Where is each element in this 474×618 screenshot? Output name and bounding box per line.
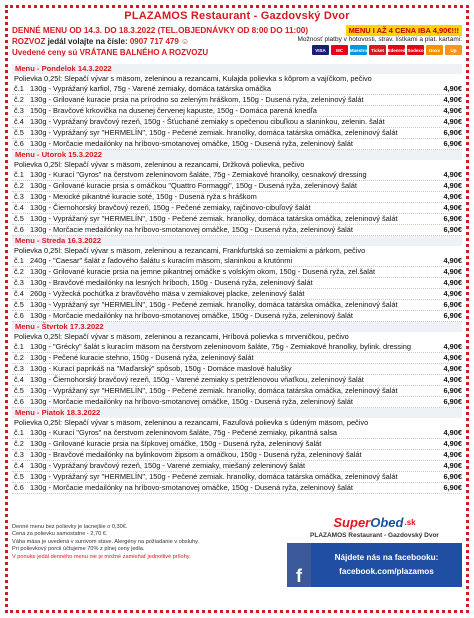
menu-item-price: 4,90€ xyxy=(443,203,462,212)
menu-item-desc: 130g - Čiernohorský bravčový rezeň, 150g - Varené zemiaky s petržlenovou vňaťkou, zeleninový šalát xyxy=(30,375,364,384)
payment-card: Sodexo xyxy=(407,45,424,55)
menu-item-row xyxy=(12,95,462,106)
menu-item-num: č.6 xyxy=(14,483,24,492)
menu-item-row xyxy=(12,364,462,375)
menu-item-row xyxy=(12,267,462,278)
menu-item-desc: 130g - Morčacie medailónky na hríbovo-smotanovej omáčke, 150g - Dusená ryža, zeleninový šalát xyxy=(30,225,353,234)
footer-note: Váha mäsa je uvedená v surovom stave. Alergény na požiadanie v obsluhy. xyxy=(12,538,200,545)
logo-text-super: Super xyxy=(333,514,371,530)
menu-item-desc: 130g - Čiernohorský bravčový rezeň, 150g - Pečené zemiaky, rajčinovo-cibuľový šalát xyxy=(30,203,311,212)
menu-item-price: 4,90€ xyxy=(443,364,462,373)
menu-item-num: č.6 xyxy=(14,311,24,320)
logo-text-obed: Obed xyxy=(370,514,404,530)
soup-line: Polievka 0,25l: Slepačí vývar s mäsom, zeleninou a rezancami, Hríbová polievka s mrveničkou, pečivo xyxy=(14,332,349,341)
menu-item-desc: 130g - Bravčové medailónky na bylinkovom žipsom a omáčkou, 150g - Dusená ryža, zeleninový šalát xyxy=(30,450,362,459)
menu-item-num: č.2 xyxy=(14,353,24,362)
menu-item-num: č.3 xyxy=(14,450,24,459)
menu-item-price: 6,90€ xyxy=(443,397,462,406)
menu-item-price: 6,90€ xyxy=(443,225,462,234)
menu-item-num: č.4 xyxy=(14,289,24,298)
menu-item-row xyxy=(12,450,462,461)
soup-line: Polievka 0,25l: Slepačí vývar s mäsom, zeleninou a rezancami, Fazuľová polievka s údeným mäsom, pečivo xyxy=(14,418,369,427)
menu-item-desc: 130g - Kurací "Gyros" na čerstvom zeleninovom šaláte, 75g - Pečené zemiaky, pikantná salsa xyxy=(30,428,338,437)
menu-item-desc: 130g - Pečené kuracie stehno, 150g - Dusená ryža, zeleninový šalát xyxy=(30,353,254,362)
phone-number[interactable]: 0907 717 479 xyxy=(129,37,179,46)
payment-card: Doxx xyxy=(426,45,443,55)
payment-info xyxy=(297,36,462,55)
footer-note: Pri polievkový porcii účtujeme 70% z plnej ceny jedla. xyxy=(12,546,145,553)
facebook-text xyxy=(311,543,462,587)
menu-item-desc: 130g - Vyprážaný syr "HERMELÍN", 150g - Pečené zemiak. hranolky, domáca tatárska omáčka, zeleninový šalát xyxy=(30,128,398,137)
menu-item-num: č.2 xyxy=(14,181,24,190)
menu-item-price: 4,90€ xyxy=(443,461,462,470)
menu-item-desc: 130g - Kurací "Gyros" na čerstvom zeleninovom šaláte, 75g - Zemiakové hranolky, cesnakový dressing xyxy=(30,170,367,179)
soup-line: Polievka 0,25l: Slepačí vývar s mäsom, zeleninou a rezancami, Frankfurtská so zemiakmi a párkom, pečivo xyxy=(14,246,366,255)
menu-item-desc: 130g - Vyprážaný syr "HERMELÍN", 150g - Pečené zemiak. hranolky, domáca tatárska omáčka, zeleninový šalát xyxy=(30,300,398,309)
menu-item-row xyxy=(12,84,462,95)
menu-item-price: 4,90€ xyxy=(443,181,462,190)
menu-item-row xyxy=(12,461,462,472)
menu-item-desc: 130g - Kurací paprikáš na "Maďarský" spôsob, 150g - Domáce maslové halušky xyxy=(30,364,292,373)
payment-note: Možnosť platby v hotovosti, strav. lístkami a plat. kartami: xyxy=(297,36,462,43)
menu-item-desc: 240g - "Caesar" šalát z ľadového šalátu s kuracím mäsom, slaninkou a krutónmi xyxy=(30,256,293,265)
menu-item-price: 4,90€ xyxy=(443,267,462,276)
menu-item-desc: 130g - Vyprážaný syr "HERMELÍN", 150g - Pečené zemiak. hranolky, domáca tatárska omáčka, zeleninový šalát xyxy=(30,386,398,395)
menu-item-row xyxy=(12,117,462,128)
payment-card: Ticket xyxy=(369,45,386,55)
footer-notes xyxy=(12,524,232,561)
menu-item-desc: 130g - Vyprážaný bravčový rezeň, 150g - Šťuchané zemiaky s opečenou cibuľkou a slaninkou, zelenin. šalát xyxy=(30,117,385,126)
menu-item-price: 4,90€ xyxy=(443,439,462,448)
menu-item-row xyxy=(12,289,462,300)
superobed-logo[interactable] xyxy=(287,514,462,530)
menu-item-desc: 130g - Grilované kuracie prsia s omáčkou "Quattro Formaggi", 150g - Dusená ryža, zeleninový šalát xyxy=(30,181,357,190)
menu-item-num: č.3 xyxy=(14,106,24,115)
menu-item-num: č.1 xyxy=(14,256,24,265)
menu-item-desc: 130g - Morčacie medailónky na hríbovo-smotanovej omáčke, 150g - Dusená ryža, zeleninový šalát xyxy=(30,311,353,320)
brand-block xyxy=(287,514,462,587)
menu-item-price: 4,90€ xyxy=(443,342,462,351)
footer xyxy=(12,514,462,608)
payment-card: Edenred xyxy=(388,45,405,55)
menu-item-desc: 130g - Morčacie medailónky na hríbovo-smotanovej omáčke, 150g - Dusená ryža, zeleninový šalát xyxy=(30,139,353,148)
menu-dates: DENNÉ MENU OD 14.3. DO 18.3.2022 (TEL.OBJEDNÁVKY OD 8:00 DO 11:00) xyxy=(12,25,309,35)
menu-item-num: č.2 xyxy=(14,267,24,276)
menu-item-num: č.5 xyxy=(14,386,24,395)
menu-item-num: č.1 xyxy=(14,428,24,437)
logo-text-domain: .sk xyxy=(404,517,416,527)
menu-item-num: č.6 xyxy=(14,225,24,234)
menu-item-num: č.2 xyxy=(14,95,24,104)
menu-item-row xyxy=(12,225,462,236)
payment-card: MC xyxy=(331,45,348,55)
menu-item-num: č.6 xyxy=(14,397,24,406)
menu-item-price: 6,90€ xyxy=(443,139,462,148)
header-dates-row xyxy=(12,24,462,36)
menu-item-num: č.1 xyxy=(14,342,24,351)
facebook-line1: Nájdete nás na facebooku: xyxy=(334,553,439,562)
price-badge: MENU I AŽ 4 CENA IBA 4,90€!!! xyxy=(346,25,462,36)
menu-item-num: č.5 xyxy=(14,472,24,481)
facebook-box[interactable] xyxy=(287,543,462,587)
menu-item-desc: 130g - "Grécky" šalát s kuracím mäsom na čerstvom zeleninovom šaláte, 75g - Zemiakové hranolky, bylink. dressing xyxy=(30,342,411,351)
menu-page xyxy=(12,10,462,494)
menu-item-desc: 130g - Grilované kuracie prsia na prírodno so zeleným hráškom, 150g - Dusená ryža, zeleninový šalát xyxy=(30,95,364,104)
menu-item-price: 4,90€ xyxy=(443,256,462,265)
menu-item-row xyxy=(12,278,462,289)
menu-item-price: 4,90€ xyxy=(443,84,462,93)
day-heading: Menu - Streda 16.3.2022 xyxy=(12,236,462,246)
footer-note: Cena za polievku samostatne - 2,70 €. xyxy=(12,531,108,538)
menu-item-price: 4,90€ xyxy=(443,375,462,384)
menu-item-row xyxy=(12,439,462,450)
smile-icon: ☺ xyxy=(181,37,190,46)
menu-item-price: 4,90€ xyxy=(443,106,462,115)
menu-item-price: 4,90€ xyxy=(443,289,462,298)
menu-item-row xyxy=(12,192,462,203)
menu-item-desc: 130g - Vyprážaný karfiol, 75g - Varené zemiaky, domáca tatárska omáčka xyxy=(30,84,271,93)
menu-item-desc: 130g - Vyprážaný bravčový rezeň, 150g - Varené zemiaky, miešaný zeleninový šalát xyxy=(30,461,306,470)
menu-item-num: č.4 xyxy=(14,117,24,126)
payment-card: Maestro xyxy=(350,45,367,55)
menu-item-num: č.3 xyxy=(14,278,24,287)
menu-item-row xyxy=(12,311,462,322)
menu-item-price: 6,90€ xyxy=(443,128,462,137)
menu-item-row xyxy=(12,256,462,267)
menu-item-desc: 130g - Morčacie medailónky na hríbovo-smotanovej omáčke, 150g - Dusená ryža, zeleninový šalát xyxy=(30,397,353,406)
menu-item-num: č.3 xyxy=(14,192,24,201)
menu-item-row xyxy=(12,214,462,225)
menu-item-row xyxy=(12,428,462,439)
menu-item-desc: 130g - Morčacie medailónky na hríbovo-smotanovej omáčke, 150g - Dusená ryža, zeleninový šalát xyxy=(30,483,353,492)
menu-item-price: 6,90€ xyxy=(443,386,462,395)
menu-item-desc: 130g - Vyprážaný syr "HERMELÍN", 150g - Pečené zemiak. hranolky, domáca tatárska omáčka, zeleninový šalát xyxy=(30,472,398,481)
menu-item-num: č.4 xyxy=(14,203,24,212)
page-title: PLAZAMOS Restaurant - Gazdovský Dvor xyxy=(124,10,350,22)
menu-item-row xyxy=(12,106,462,117)
day-heading: Menu - Utorok 15.3.2022 xyxy=(12,150,462,160)
menu-item-price: 4,90€ xyxy=(443,353,462,362)
menu-item-price: 6,90€ xyxy=(443,483,462,492)
footer-note: Denné menu bez polievky je lacnejšie o 0,30€. xyxy=(12,524,128,530)
prices-note: Uvedené ceny sú VRÁTANE BALNÉHO A ROZVOZU xyxy=(12,48,209,57)
weekly-menu xyxy=(12,64,462,494)
menu-item-desc: 130g - Bravčové medailónky na lesných hríboch, 150g - Dusená ryža, zeleninový šalát xyxy=(30,278,313,287)
menu-item-row xyxy=(12,342,462,353)
menu-item-desc: 130g - Mexické pikantné kuracie soté, 150g - Dusená ryža s hráškom xyxy=(30,192,257,201)
menu-item-desc: 130g - Vyprážaný syr "HERMELÍN", 150g - Pečené zemiak. hranolky, domáca tatárska omáčka, zeleninový šalát xyxy=(30,214,398,223)
menu-item-row xyxy=(12,375,462,386)
menu-item-price: 4,90€ xyxy=(443,95,462,104)
header-info-row xyxy=(12,36,462,58)
menu-item-num: č.3 xyxy=(14,364,24,373)
footer-restaurant-name: PLAZAMOS Restaurant - Gazdovský Dvor xyxy=(310,532,439,539)
menu-item-row xyxy=(12,170,462,181)
delivery-label: ROZVOZ xyxy=(12,37,46,46)
menu-item-row xyxy=(12,353,462,364)
menu-item-num: č.1 xyxy=(14,170,24,179)
day-heading: Menu - Piatok 18.3.2022 xyxy=(12,408,462,418)
menu-item-row xyxy=(12,139,462,150)
menu-item-num: č.1 xyxy=(14,84,24,93)
menu-item-desc: 150g - Bravčové krkovička na dusenej červenej kapuste, 150g - Domáca parená knedľa xyxy=(30,106,317,115)
menu-item-row xyxy=(12,300,462,311)
day-heading: Menu - Pondelok 14.3.2022 xyxy=(12,64,462,74)
menu-item-desc: 130g - Grilované kuracie prsia na jemne pikantnej omáčke s volským okom, 150g - Dusená ryža, zel.šalát xyxy=(30,267,376,276)
menu-item-price: 6,90€ xyxy=(443,214,462,223)
day-heading: Menu - Štvrtok 17.3.2022 xyxy=(12,322,462,332)
menu-item-price: 6,90€ xyxy=(443,472,462,481)
menu-item-row xyxy=(12,203,462,214)
menu-item-price: 4,90€ xyxy=(443,450,462,459)
menu-item-price: 6,90€ xyxy=(443,300,462,309)
menu-item-row xyxy=(12,128,462,139)
payment-card: Up xyxy=(445,45,462,55)
menu-item-desc: 130g - Grilované kuracie prsia na šípkovej omáčke, 150g - Dusená ryža, zeleninový šalát xyxy=(30,439,322,448)
menu-item-num: č.5 xyxy=(14,300,24,309)
menu-item-num: č.2 xyxy=(14,439,24,448)
menu-item-row xyxy=(12,386,462,397)
menu-item-desc: 260g - Vyžecká pochúťka z bravčového mäsa v zemiakovej placke, zeleninový šalát xyxy=(30,289,305,298)
menu-item-num: č.6 xyxy=(14,139,24,148)
payment-cards xyxy=(297,45,462,55)
menu-item-num: č.5 xyxy=(14,214,24,223)
menu-item-row xyxy=(12,397,462,408)
soup-line: Polievka 0,25l: Slepačí vývar s mäsom, zeleninou a rezancami, Držková polievka, pečivo xyxy=(14,160,305,169)
menu-item-num: č.5 xyxy=(14,128,24,137)
menu-item-price: 4,90€ xyxy=(443,117,462,126)
menu-item-num: č.4 xyxy=(14,375,24,384)
menu-item-price: 4,90€ xyxy=(443,192,462,201)
menu-item-price: 4,90€ xyxy=(443,428,462,437)
facebook-icon: f xyxy=(287,543,311,587)
facebook-url[interactable]: facebook.com/plazamos xyxy=(339,567,434,576)
delivery-text: jedál volajte na čísle: xyxy=(47,37,128,46)
payment-card: VISA xyxy=(312,45,329,55)
menu-item-price: 6,90€ xyxy=(443,311,462,320)
menu-item-price: 4,90€ xyxy=(443,278,462,287)
soup-line: Polievka 0,25l: Slepačí vývar s mäsom, zeleninou a rezancami, Kulajda polievka s kôprom a vajíčkom, pečivo xyxy=(14,74,372,83)
menu-item-num: č.4 xyxy=(14,461,24,470)
menu-item-row xyxy=(12,483,462,494)
menu-item-row xyxy=(12,472,462,483)
menu-item-price: 4,90€ xyxy=(443,170,462,179)
menu-item-row xyxy=(12,181,462,192)
footer-note: V ponuke jedál denného menu nie je možné zamieňať jednotlivé prílohy. xyxy=(12,553,191,560)
delivery-info xyxy=(12,36,208,58)
